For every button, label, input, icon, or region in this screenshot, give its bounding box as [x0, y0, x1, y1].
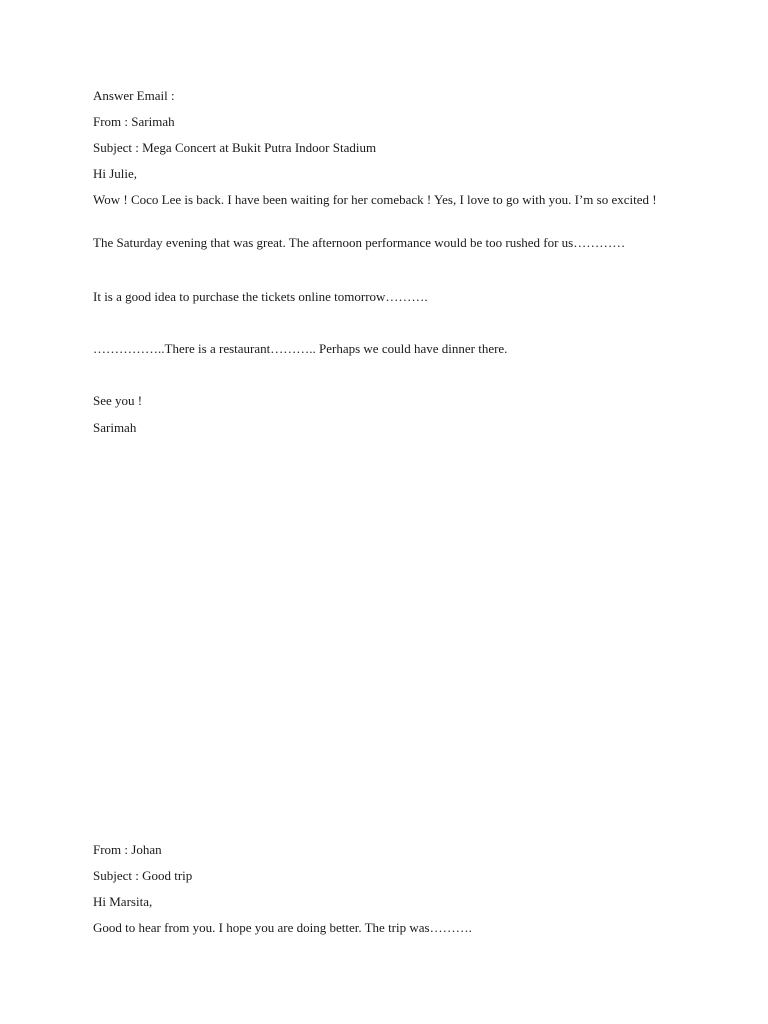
- email1-subject: Subject : Mega Concert at Bukit Putra Indoor Stadium: [93, 140, 377, 155]
- email1-greeting: Hi Julie,: [93, 166, 138, 181]
- email1-signature: Sarimah: [93, 420, 137, 435]
- answer-email-heading: Answer Email :: [93, 88, 175, 103]
- email1-paragraph-4: ……………..There is a restaurant……….. Perhaps we could have dinner there.: [93, 341, 508, 356]
- email2-subject: Subject : Good trip: [93, 868, 193, 883]
- email2-paragraph-1: Good to hear from you. I hope you are doing better. The trip was……….: [93, 920, 472, 935]
- email1-paragraph-2: The Saturday evening that was great. The afternoon performance would be too rushed for us…………: [93, 235, 626, 250]
- email2-greeting: Hi Marsita,: [93, 894, 153, 909]
- email2-from: From : Johan: [93, 842, 162, 857]
- email1-paragraph-1: Wow ! Coco Lee is back. I have been waiting for her comeback ! Yes, I love to go with you. I’m so excited !: [93, 192, 657, 207]
- email1-paragraph-3: It is a good idea to purchase the tickets online tomorrow……….: [93, 289, 428, 304]
- email1-from: From : Sarimah: [93, 114, 175, 129]
- email1-closing: See you !: [93, 393, 143, 408]
